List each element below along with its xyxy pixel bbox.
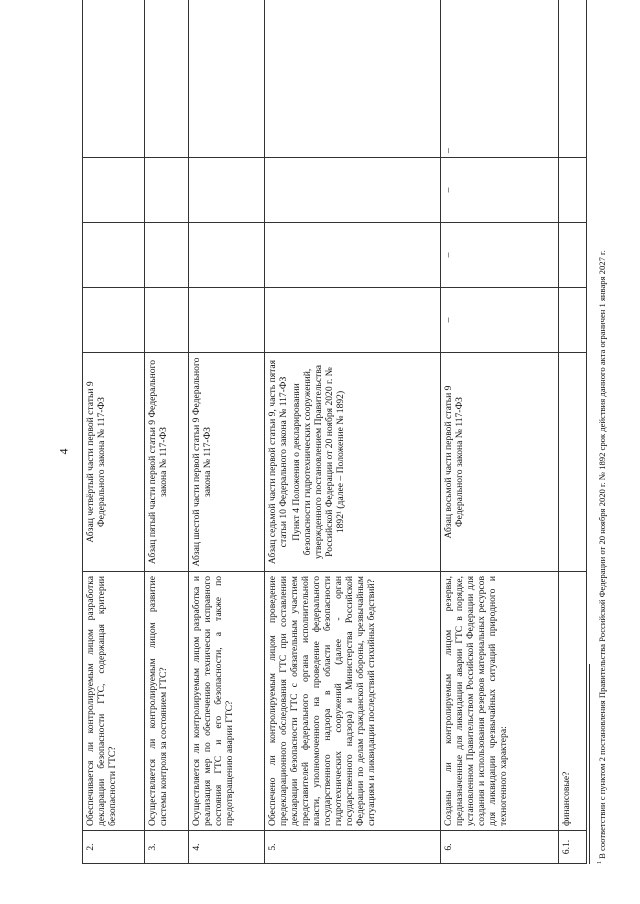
table-row <box>265 0 441 864</box>
table-row <box>83 0 145 864</box>
row-number: 2. <box>83 831 145 864</box>
table-row <box>145 0 189 864</box>
cell-no <box>559 223 587 288</box>
cell-yes: – <box>441 288 559 353</box>
row-reference <box>441 353 559 572</box>
row-question: Обеспечивается ли контролируемым лицом разработка декларации безопасности ГТС, содержащая критерии безопасности ГТС? <box>83 572 145 831</box>
reference-text: Абзац седьмой части первой статьи 9, часть пятая статьи 10 Федерального закона № 117-ФЗ <box>267 359 290 565</box>
reference-text: Абзац восьмой части первой статьи 9 Федерального закона № 117-ФЗ <box>443 385 466 539</box>
checklist-table <box>82 0 587 864</box>
row-question: финансовые? <box>559 572 587 831</box>
cell-na <box>83 158 145 223</box>
cell-note <box>145 0 189 158</box>
table-row <box>189 0 265 864</box>
row-reference <box>83 353 145 572</box>
footnote <box>597 36 607 864</box>
cell-na <box>559 158 587 223</box>
reference-text: Абзац пятый части первой статьи 9 Федерального закона № 117-ФЗ <box>147 359 170 565</box>
reference-text: Пункт 4 Положения о декларировании безопасности гидротехнических сооружений, утвержденного постановлением Правительства Российской Федерации от 20 ноября 2020 г. № 1892¹ (далее – Положение № 1892) <box>291 365 347 559</box>
checklist-body <box>83 0 587 864</box>
row-question: Осуществляется ли контролируемым лицом развитие системы контроля за состоянием ГТС? <box>145 572 189 831</box>
reference-text: Абзац шестой части первой статьи 9 Федерального закона № 117-ФЗ <box>191 357 214 567</box>
cell-yes <box>83 288 145 353</box>
cell-note <box>83 0 145 158</box>
cell-na <box>145 158 189 223</box>
footnote-text: В соответствии с пунктом 2 постановления Правительства Российской Федерации от 20 ноября 2020 г. № 1892 срок действия данного акта ограничен 1 января 2027 г. <box>597 250 607 859</box>
row-number: 6. <box>441 831 559 864</box>
cell-na <box>189 158 265 223</box>
row-reference <box>559 353 587 572</box>
page-number: 4 <box>56 448 71 455</box>
row-number: 6.1. <box>559 831 587 864</box>
footnote-mark: 1 <box>597 861 604 864</box>
row-question: Осуществляется ли контролируемым лицом разработка и реализация мер по обеспечению технически исправного состояния ГТС и его безопасности, а также по предотвращению аварии ГТС? <box>189 572 265 831</box>
cell-no: – <box>441 223 559 288</box>
cell-note <box>559 0 587 158</box>
cell-note: – <box>441 0 559 158</box>
cell-na <box>265 158 441 223</box>
landscape-sheet <box>82 36 612 864</box>
row-number: 5. <box>265 831 441 864</box>
cell-na: – <box>441 158 559 223</box>
cell-note <box>265 0 441 158</box>
row-reference <box>145 353 189 572</box>
cell-note <box>189 0 265 158</box>
reference-text: Абзац четвёртый части первой статьи 9 Федерального закона № 117-ФЗ <box>85 381 108 543</box>
cell-no <box>265 223 441 288</box>
row-question: Созданы ли контролируемым лицом резервы, предназначенные для ликвидации аварии ГТС в порядке, установленном Правительством Российской Федерации для создания и использования резервов материальных ресурсов для ликвидации чрезвычайных ситуаций природного и техногенного характера: <box>441 572 559 831</box>
row-reference <box>189 353 265 572</box>
cell-yes <box>145 288 189 353</box>
row-reference <box>265 353 441 572</box>
cell-no <box>145 223 189 288</box>
row-question: Обеспечено ли контролируемым лицом проведение предекларационного обследования ГТС при составлении декларации безопасности ГТС с обязательным участием представителей федерального органа исполнительной власти, уполномоченного на проведение федерального государственного надзора в области безопасности гидротехнических сооружений (далее - орган государственного надзора) и Министерства Российской Федерации по делам гражданской обороны, чрезвычайным ситуациям и ликвидации последствий стихийных бедствий? <box>265 572 441 831</box>
row-number: 4. <box>189 831 265 864</box>
cell-no <box>83 223 145 288</box>
cell-yes <box>189 288 265 353</box>
table-row <box>441 0 559 864</box>
cell-yes <box>265 288 441 353</box>
rotated-content <box>82 36 612 864</box>
row-number: 3. <box>145 831 189 864</box>
cell-no <box>189 223 265 288</box>
footnote-rule <box>589 664 590 864</box>
table-row <box>559 0 587 864</box>
cell-yes <box>559 288 587 353</box>
